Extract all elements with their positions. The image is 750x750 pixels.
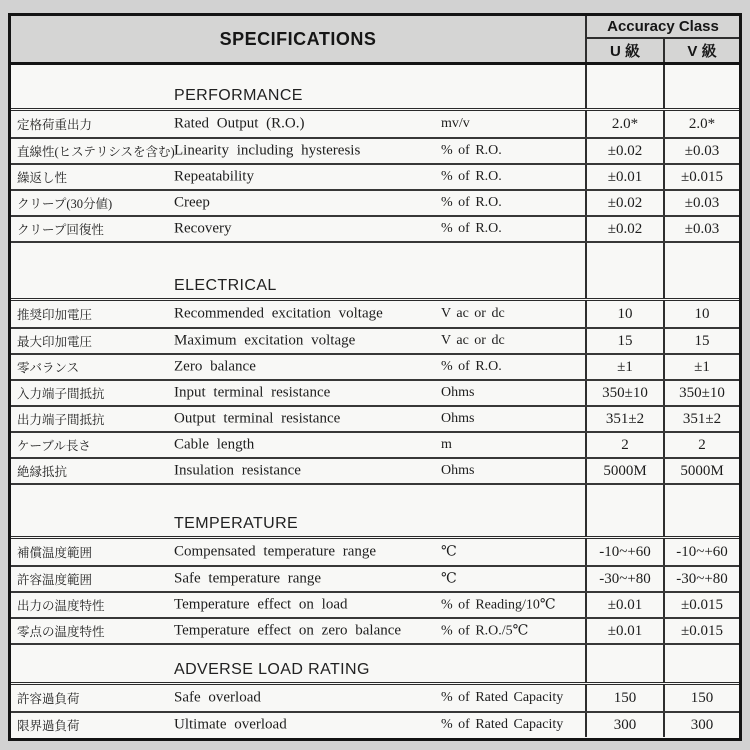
spec-value-v-class: -10~+60: [663, 539, 739, 565]
spec-label-japanese: 許容温度範囲: [17, 573, 93, 587]
spec-unit: V ac or dc: [441, 306, 505, 321]
spec-unit: m: [441, 437, 452, 452]
spec-unit: % of R.O./5℃: [441, 623, 529, 639]
spec-value-v-class: ±0.015: [663, 165, 739, 189]
spec-row: [11, 137, 739, 163]
spec-labels-cell: [11, 567, 585, 591]
section-heading-cell: [11, 243, 585, 298]
spec-value-v-class: ±1: [663, 355, 739, 379]
spec-value-u-class: -30~+80: [585, 567, 663, 591]
spec-labels-cell: [11, 619, 585, 643]
column-header-v-class: V 級: [687, 43, 717, 60]
spec-labels-cell: [11, 433, 585, 457]
spec-labels-cell: [11, 217, 585, 241]
spec-label-japanese: 限界過負荷: [17, 719, 80, 733]
section-heading-row: [11, 483, 739, 539]
spec-labels-cell: [11, 381, 585, 405]
section-heading-cell: [11, 645, 585, 682]
u-class-empty-cell: [585, 485, 663, 536]
spec-value-u-class: ±0.01: [585, 593, 663, 617]
specifications-table: [8, 13, 742, 741]
spec-labels-cell: [11, 139, 585, 163]
section-heading-row: [11, 643, 739, 685]
spec-value-u-class: -10~+60: [585, 539, 663, 565]
spec-label-english: Insulation resistance: [174, 462, 301, 479]
spec-unit: Ohms: [441, 463, 475, 478]
spec-label-japanese: 出力端子間抵抗: [17, 413, 105, 427]
v-class-empty-cell: [663, 243, 739, 298]
spec-label-japanese: 零点の温度特性: [17, 625, 105, 639]
spec-value-u-class: ±0.02: [585, 191, 663, 215]
spec-row: [11, 111, 739, 137]
spec-labels-cell: [11, 407, 585, 431]
spec-labels-cell: [11, 191, 585, 215]
spec-unit: % of Reading/10℃: [441, 597, 556, 613]
section-heading: ADVERSE LOAD RATING: [174, 661, 370, 678]
spec-label-english: Recovery: [174, 220, 232, 237]
spec-value-u-class: 350±10: [585, 381, 663, 405]
spec-label-english: Repeatability: [174, 168, 254, 185]
v-class-empty-cell: [663, 485, 739, 536]
spec-value-u-class: 5000M: [585, 459, 663, 483]
spec-value-u-class: ±0.01: [585, 619, 663, 643]
spec-value-v-class: 10: [663, 301, 739, 327]
spec-value-v-class: 150: [663, 685, 739, 711]
specifications-title-cell: [11, 16, 585, 62]
spec-row: [11, 379, 739, 405]
spec-row: [11, 327, 739, 353]
u-class-empty-cell: [585, 65, 663, 108]
spec-label-english: Zero balance: [174, 358, 256, 375]
spec-label-japanese: 入力端子間抵抗: [17, 387, 105, 401]
spec-value-u-class: 300: [585, 713, 663, 737]
v-class-empty-cell: [663, 65, 739, 108]
spec-unit: % of R.O.: [441, 221, 502, 236]
spec-value-u-class: 351±2: [585, 407, 663, 431]
spec-row: [11, 565, 739, 591]
spec-unit: ℃: [441, 544, 457, 560]
spec-label-english: Rated Output (R.O.): [174, 115, 305, 132]
spec-row: [11, 539, 739, 565]
section-heading: TEMPERATURE: [174, 515, 299, 532]
spec-unit: % of Rated Capacity: [441, 717, 564, 732]
spec-value-u-class: ±0.02: [585, 217, 663, 241]
spec-row: [11, 711, 739, 737]
v-class-empty-cell: [663, 645, 739, 682]
spec-label-japanese: 推奨印加電圧: [17, 308, 93, 322]
spec-value-v-class: ±0.03: [663, 139, 739, 163]
spec-value-v-class: 2.0*: [663, 111, 739, 137]
spec-label-english: Linearity including hysteresis: [174, 142, 361, 159]
section-heading-cell: [11, 65, 585, 108]
spec-row: [11, 301, 739, 327]
spec-value-v-class: 15: [663, 329, 739, 353]
spec-value-u-class: ±0.02: [585, 139, 663, 163]
spec-label-english: Input terminal resistance: [174, 384, 331, 401]
accuracy-class-columns: [587, 39, 739, 62]
accuracy-class-header: [585, 16, 739, 62]
spec-labels-cell: [11, 111, 585, 137]
spec-unit: % of R.O.: [441, 169, 502, 184]
spec-unit: Ohms: [441, 385, 475, 400]
spec-row: [11, 591, 739, 617]
spec-label-english: Compensated temperature range: [174, 543, 377, 560]
spec-label-english: Maximum excitation voltage: [174, 332, 356, 349]
spec-row: [11, 405, 739, 431]
spec-value-v-class: ±0.03: [663, 191, 739, 215]
spec-unit: mv/v: [441, 116, 470, 131]
spec-unit: % of Rated Capacity: [441, 690, 564, 705]
specifications-title: SPECIFICATIONS: [219, 28, 377, 49]
spec-value-v-class: 5000M: [663, 459, 739, 483]
section-heading: PERFORMANCE: [174, 87, 303, 104]
spec-label-english: Temperature effect on load: [174, 596, 348, 613]
spec-label-english: Cable length: [174, 436, 255, 453]
section-heading-row: [11, 241, 739, 301]
spec-labels-cell: [11, 165, 585, 189]
spec-unit: % of R.O.: [441, 359, 502, 374]
spec-value-u-class: 150: [585, 685, 663, 711]
spec-label-japanese: 最大印加電圧: [17, 335, 93, 349]
column-header-u-class: U 級: [587, 39, 665, 62]
spec-labels-cell: [11, 593, 585, 617]
spec-label-english: Output terminal resistance: [174, 410, 341, 427]
spec-row: [11, 685, 739, 711]
spec-label-japanese: 定格荷重出力: [17, 118, 93, 132]
spec-label-english: Recommended excitation voltage: [174, 305, 383, 322]
spec-label-japanese: 出力の温度特性: [17, 599, 105, 613]
accuracy-class-label: Accuracy Class: [587, 16, 739, 39]
spec-unit: % of R.O.: [441, 143, 502, 158]
spec-row: [11, 215, 739, 241]
spec-label-english: Creep: [174, 194, 210, 211]
table-body: [11, 65, 739, 738]
spec-label-japanese: 繰返し性: [17, 171, 68, 185]
section-heading-cell: [11, 485, 585, 536]
u-class-empty-cell: [585, 645, 663, 682]
u-class-empty-cell: [585, 243, 663, 298]
spec-value-v-class: 351±2: [663, 407, 739, 431]
spec-row: [11, 353, 739, 379]
table-header-row: [11, 16, 739, 65]
spec-value-u-class: ±1: [585, 355, 663, 379]
spec-labels-cell: [11, 459, 585, 483]
spec-label-japanese: 直線性(ヒステリシスを含む): [17, 145, 175, 159]
spec-label-japanese: クリープ(30分値): [17, 197, 113, 211]
spec-value-v-class: ±0.015: [663, 593, 739, 617]
spec-labels-cell: [11, 713, 585, 737]
spec-label-japanese: ケーブル長さ: [17, 439, 91, 453]
spec-value-v-class: 300: [663, 713, 739, 737]
spec-labels-cell: [11, 539, 585, 565]
spec-label-japanese: クリープ回復性: [17, 223, 104, 237]
spec-row: [11, 431, 739, 457]
spec-value-v-class: ±0.03: [663, 217, 739, 241]
spec-label-english: Safe overload: [174, 689, 261, 706]
spec-value-v-class: ±0.015: [663, 619, 739, 643]
spec-value-u-class: 2.0*: [585, 111, 663, 137]
spec-value-v-class: 2: [663, 433, 739, 457]
spec-label-english: Temperature effect on zero balance: [174, 622, 402, 639]
spec-labels-cell: [11, 685, 585, 711]
section-heading-row: [11, 65, 739, 111]
spec-unit: ℃: [441, 571, 457, 587]
spec-value-u-class: 2: [585, 433, 663, 457]
spec-unit: Ohms: [441, 411, 475, 426]
spec-label-japanese: 許容過負荷: [17, 692, 80, 706]
spec-labels-cell: [11, 301, 585, 327]
spec-unit: V ac or dc: [441, 333, 505, 348]
spec-label-english: Safe temperature range: [174, 570, 322, 587]
spec-value-u-class: 10: [585, 301, 663, 327]
spec-label-english: Ultimate overload: [174, 716, 287, 733]
spec-unit: % of R.O.: [441, 195, 502, 210]
spec-row: [11, 617, 739, 643]
spec-value-v-class: -30~+80: [663, 567, 739, 591]
spec-labels-cell: [11, 355, 585, 379]
section-heading: ELECTRICAL: [174, 277, 277, 294]
spec-value-v-class: 350±10: [663, 381, 739, 405]
spec-label-japanese: 補償温度範囲: [17, 546, 93, 560]
spec-row: [11, 163, 739, 189]
spec-row: [11, 189, 739, 215]
spec-label-japanese: 零バランス: [17, 361, 80, 375]
spec-row: [11, 457, 739, 483]
spec-labels-cell: [11, 329, 585, 353]
spec-label-japanese: 絶縁抵抗: [17, 465, 68, 479]
spec-value-u-class: ±0.01: [585, 165, 663, 189]
spec-value-u-class: 15: [585, 329, 663, 353]
